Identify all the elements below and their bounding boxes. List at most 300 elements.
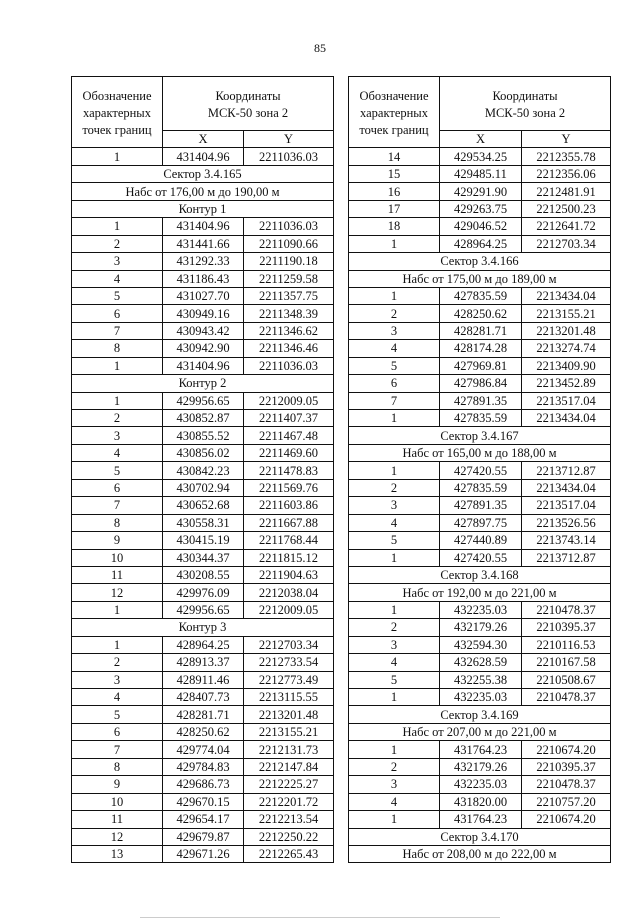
header-coordinates [163,77,334,131]
y-coordinate: 2210478.37 [522,689,611,706]
point-number: 5 [349,532,440,549]
table-row [72,671,334,688]
y-coordinate: 2211036.03 [244,357,334,374]
table-row [349,462,611,479]
section-title: Сектор 3.4.168 [349,566,611,583]
header-point-label [349,77,440,148]
x-coordinate: 427420.55 [440,549,522,566]
y-coordinate: 2212703.34 [522,235,611,252]
point-number: 1 [72,357,163,374]
section-title: Набс от 207,00 м до 221,00 м [349,723,611,740]
point-number: 1 [349,410,440,427]
point-number: 2 [72,654,163,671]
y-coordinate: 2210167.58 [522,654,611,671]
point-number: 5 [72,462,163,479]
table-row [349,375,611,392]
header-coord-line: Координаты [215,89,281,103]
point-number: 2 [349,758,440,775]
x-coordinate: 429670.15 [163,793,244,810]
x-coordinate: 427835.59 [440,410,522,427]
table-row [349,636,611,653]
table-row [72,758,334,775]
section-title: Сектор 3.4.167 [349,427,611,444]
x-coordinate: 431404.96 [163,357,244,374]
point-number: 9 [72,532,163,549]
x-coordinate: 431764.23 [440,741,522,758]
point-number: 3 [72,427,163,444]
point-number: 16 [349,183,440,200]
point-number: 5 [72,287,163,304]
table-row [349,287,611,304]
y-coordinate: 2212038.04 [244,584,334,601]
section-row [349,444,611,461]
point-number: 1 [72,148,163,165]
point-number: 1 [349,235,440,252]
header-label-line: характерных [83,105,151,120]
x-coordinate: 429679.87 [163,828,244,845]
x-coordinate: 428281.71 [440,322,522,339]
y-coordinate: 2212265.43 [244,845,334,862]
section-row [349,566,611,583]
y-coordinate: 2211815.12 [244,549,334,566]
y-coordinate: 2212641.72 [522,218,611,235]
table-row [72,828,334,845]
header-x: X [163,131,244,148]
x-coordinate: 427986.84 [440,375,522,392]
x-coordinate: 427835.59 [440,287,522,304]
header-label-line: точек границ [359,122,429,137]
table-row [72,811,334,828]
table-row [349,689,611,706]
x-coordinate: 428407.73 [163,689,244,706]
table-row [349,305,611,322]
table-row [349,235,611,252]
x-coordinate: 430943.42 [163,322,244,339]
table-row [72,444,334,461]
table-row [72,322,334,339]
table-row [72,654,334,671]
point-number: 6 [72,479,163,496]
y-coordinate: 2212201.72 [244,793,334,810]
table-row [349,165,611,182]
x-coordinate: 428250.62 [163,723,244,740]
section-title: Набс от 176,00 м до 190,00 м [72,183,334,200]
y-coordinate: 2213115.55 [244,689,334,706]
point-number: 10 [72,549,163,566]
point-number: 17 [349,200,440,217]
x-coordinate: 430344.37 [163,549,244,566]
header-y: Y [522,131,611,148]
point-number: 7 [72,497,163,514]
table-row [349,654,611,671]
table-row [349,532,611,549]
point-number: 5 [349,671,440,688]
table-row [349,811,611,828]
y-coordinate: 2212356.06 [522,165,611,182]
x-coordinate: 430949.16 [163,305,244,322]
point-number: 4 [349,793,440,810]
y-coordinate: 2210508.67 [522,671,611,688]
x-coordinate: 429263.75 [440,200,522,217]
table-row [349,758,611,775]
point-number: 3 [349,497,440,514]
point-number: 4 [349,654,440,671]
table-row [349,479,611,496]
x-coordinate: 428250.62 [440,305,522,322]
header-coord-line: Координаты [492,89,558,103]
y-coordinate: 2211569.76 [244,479,334,496]
table-row [349,392,611,409]
x-coordinate: 429654.17 [163,811,244,828]
point-number: 1 [349,462,440,479]
point-number: 1 [72,601,163,618]
x-coordinate: 429956.65 [163,392,244,409]
x-coordinate: 432179.26 [440,619,522,636]
x-coordinate: 429534.25 [440,148,522,165]
x-coordinate: 429784.83 [163,758,244,775]
y-coordinate: 2213155.21 [522,305,611,322]
table-row [349,218,611,235]
y-coordinate: 2213155.21 [244,723,334,740]
x-coordinate: 432235.03 [440,689,522,706]
x-coordinate: 429671.26 [163,845,244,862]
x-coordinate: 428174.28 [440,340,522,357]
table-row [72,253,334,270]
point-number: 18 [349,218,440,235]
table-row [72,776,334,793]
x-coordinate: 432255.38 [440,671,522,688]
table-row [72,410,334,427]
section-title: Контур 2 [72,375,334,392]
section-row [349,584,611,601]
table-row [72,532,334,549]
y-coordinate: 2213201.48 [522,322,611,339]
y-coordinate: 2213526.56 [522,514,611,531]
y-coordinate: 2213712.87 [522,462,611,479]
y-coordinate: 2213409.90 [522,357,611,374]
y-coordinate: 2213743.14 [522,532,611,549]
x-coordinate: 427440.89 [440,532,522,549]
point-number: 3 [72,671,163,688]
section-row [349,253,611,270]
x-coordinate: 430852.87 [163,410,244,427]
x-coordinate: 430842.23 [163,462,244,479]
point-number: 6 [72,305,163,322]
y-coordinate: 2211348.39 [244,305,334,322]
point-number: 4 [72,689,163,706]
y-coordinate: 2212703.34 [244,636,334,653]
x-coordinate: 429291.90 [440,183,522,200]
section-row [72,375,334,392]
section-title: Сектор 3.4.170 [349,828,611,845]
point-number: 6 [349,375,440,392]
y-coordinate: 2210395.37 [522,619,611,636]
x-coordinate: 428964.25 [163,636,244,653]
point-number: 2 [72,410,163,427]
point-number: 7 [349,392,440,409]
point-number: 1 [72,218,163,235]
table-row [349,776,611,793]
x-coordinate: 429956.65 [163,601,244,618]
point-number: 1 [349,689,440,706]
section-title: Сектор 3.4.166 [349,253,611,270]
x-coordinate: 428911.46 [163,671,244,688]
coordinates-table-left [71,76,334,863]
table-row [72,287,334,304]
x-coordinate: 429485.11 [440,165,522,182]
point-number: 2 [72,235,163,252]
table-row [72,636,334,653]
x-coordinate: 431186.43 [163,270,244,287]
table-row [349,410,611,427]
x-coordinate: 430856.02 [163,444,244,461]
table-row [72,392,334,409]
y-coordinate: 2211478.83 [244,462,334,479]
table-row [72,514,334,531]
section-row [349,427,611,444]
x-coordinate: 427835.59 [440,479,522,496]
y-coordinate: 2212009.05 [244,601,334,618]
section-title: Набс от 192,00 м до 221,00 м [349,584,611,601]
table-row [72,218,334,235]
y-coordinate: 2211357.75 [244,287,334,304]
point-number: 5 [349,357,440,374]
y-coordinate: 2210478.37 [522,601,611,618]
y-coordinate: 2213712.87 [522,549,611,566]
point-number: 13 [72,845,163,862]
y-coordinate: 2211346.62 [244,322,334,339]
x-coordinate: 430415.19 [163,532,244,549]
table-row [72,706,334,723]
y-coordinate: 2210674.20 [522,741,611,758]
x-coordinate: 430652.68 [163,497,244,514]
section-title: Набс от 175,00 м до 189,00 м [349,270,611,287]
table-row [349,340,611,357]
y-coordinate: 2211768.44 [244,532,334,549]
table-row [72,305,334,322]
header-point-label [72,77,163,148]
table-row [349,183,611,200]
y-coordinate: 2211259.58 [244,270,334,287]
section-row [349,845,611,862]
x-coordinate: 430942.90 [163,340,244,357]
point-number: 3 [349,322,440,339]
coordinates-table-right [348,76,611,863]
table-row [72,723,334,740]
table-row [72,689,334,706]
y-coordinate: 2212773.49 [244,671,334,688]
x-coordinate: 431292.33 [163,253,244,270]
point-number: 1 [72,636,163,653]
y-coordinate: 2213434.04 [522,410,611,427]
section-row [349,706,611,723]
section-title: Сектор 3.4.169 [349,706,611,723]
point-number: 1 [349,287,440,304]
header-label-line: Обозначение [82,88,152,103]
table-row [72,340,334,357]
y-coordinate: 2213274.74 [522,340,611,357]
x-coordinate: 428964.25 [440,235,522,252]
table-row [349,357,611,374]
y-coordinate: 2213452.89 [522,375,611,392]
y-coordinate: 2211090.66 [244,235,334,252]
y-coordinate: 2213201.48 [244,706,334,723]
x-coordinate: 429774.04 [163,741,244,758]
x-coordinate: 431764.23 [440,811,522,828]
point-number: 4 [349,340,440,357]
point-number: 1 [72,392,163,409]
right-table-body [349,148,611,863]
point-number: 1 [349,549,440,566]
header-label-line: характерных [360,105,428,120]
y-coordinate: 2210395.37 [522,758,611,775]
y-coordinate: 2211036.03 [244,218,334,235]
x-coordinate: 432235.03 [440,776,522,793]
y-coordinate: 2213517.04 [522,392,611,409]
y-coordinate: 2211603.86 [244,497,334,514]
point-number: 7 [72,322,163,339]
table-row [349,671,611,688]
header-coordinates [440,77,611,131]
x-coordinate: 430855.52 [163,427,244,444]
x-coordinate: 431027.70 [163,287,244,304]
section-title: Набс от 165,00 м до 188,00 м [349,444,611,461]
y-coordinate: 2212481.91 [522,183,611,200]
y-coordinate: 2213434.04 [522,287,611,304]
y-coordinate: 2210478.37 [522,776,611,793]
y-coordinate: 2212355.78 [522,148,611,165]
point-number: 10 [72,793,163,810]
x-coordinate: 427897.75 [440,514,522,531]
table-row [349,148,611,165]
point-number: 8 [72,758,163,775]
x-coordinate: 432235.03 [440,601,522,618]
left-table-body [72,148,334,863]
table-row [349,200,611,217]
point-number: 7 [72,741,163,758]
table-row [349,322,611,339]
table-row [349,601,611,618]
x-coordinate: 427891.35 [440,497,522,514]
section-title: Набс от 208,00 м до 222,00 м [349,845,611,862]
point-number: 3 [349,636,440,653]
section-row [72,200,334,217]
y-coordinate: 2211904.63 [244,566,334,583]
x-coordinate: 427420.55 [440,462,522,479]
section-row [72,619,334,636]
x-coordinate: 427969.81 [440,357,522,374]
point-number: 5 [72,706,163,723]
table-row [349,514,611,531]
table-row [72,497,334,514]
y-coordinate: 2212147.84 [244,758,334,775]
point-number: 3 [349,776,440,793]
section-title: Сектор 3.4.165 [72,165,334,182]
table-row [72,566,334,583]
point-number: 12 [72,584,163,601]
table-row [72,427,334,444]
x-coordinate: 430558.31 [163,514,244,531]
table-row [349,619,611,636]
y-coordinate: 2211667.88 [244,514,334,531]
x-coordinate: 430702.94 [163,479,244,496]
x-coordinate: 431441.66 [163,235,244,252]
table-row [72,270,334,287]
table-row [349,497,611,514]
header-label-line: точек границ [82,122,152,137]
table-row [72,793,334,810]
y-coordinate: 2210757.20 [522,793,611,810]
point-number: 3 [72,253,163,270]
table-row [349,793,611,810]
y-coordinate: 2210674.20 [522,811,611,828]
y-coordinate: 2212225.27 [244,776,334,793]
y-coordinate: 2212733.54 [244,654,334,671]
point-number: 2 [349,479,440,496]
section-row [349,723,611,740]
y-coordinate: 2212250.22 [244,828,334,845]
x-coordinate: 431820.00 [440,793,522,810]
table-row [349,741,611,758]
point-number: 9 [72,776,163,793]
table-row [72,235,334,252]
table-row [72,357,334,374]
x-coordinate: 431404.96 [163,218,244,235]
header-y: Y [244,131,334,148]
section-row [72,183,334,200]
table-row [349,549,611,566]
point-number: 12 [72,828,163,845]
y-coordinate: 2213517.04 [522,497,611,514]
section-row [349,270,611,287]
y-coordinate: 2211036.03 [244,148,334,165]
y-coordinate: 2210116.53 [522,636,611,653]
table-row [72,549,334,566]
table-row [72,584,334,601]
point-number: 14 [349,148,440,165]
y-coordinate: 2213434.04 [522,479,611,496]
x-coordinate: 428281.71 [163,706,244,723]
x-coordinate: 429046.52 [440,218,522,235]
y-coordinate: 2211407.37 [244,410,334,427]
x-coordinate: 432628.59 [440,654,522,671]
y-coordinate: 2211469.60 [244,444,334,461]
x-coordinate: 431404.96 [163,148,244,165]
section-title: Контур 3 [72,619,334,636]
section-title: Контур 1 [72,200,334,217]
x-coordinate: 432179.26 [440,758,522,775]
y-coordinate: 2212213.54 [244,811,334,828]
x-coordinate: 429976.09 [163,584,244,601]
header-coord-line: МСК-50 зона 2 [207,106,289,120]
point-number: 1 [349,741,440,758]
x-coordinate: 427891.35 [440,392,522,409]
x-coordinate: 429686.73 [163,776,244,793]
point-number: 4 [72,444,163,461]
point-number: 6 [72,723,163,740]
scan-edge-line [140,917,500,918]
table-row [72,148,334,165]
header-coord-line: МСК-50 зона 2 [484,106,566,120]
point-number: 11 [72,811,163,828]
header-x: X [440,131,522,148]
table-row [72,741,334,758]
point-number: 1 [349,811,440,828]
y-coordinate: 2212500.23 [522,200,611,217]
y-coordinate: 2212009.05 [244,392,334,409]
x-coordinate: 432594.30 [440,636,522,653]
point-number: 2 [349,305,440,322]
